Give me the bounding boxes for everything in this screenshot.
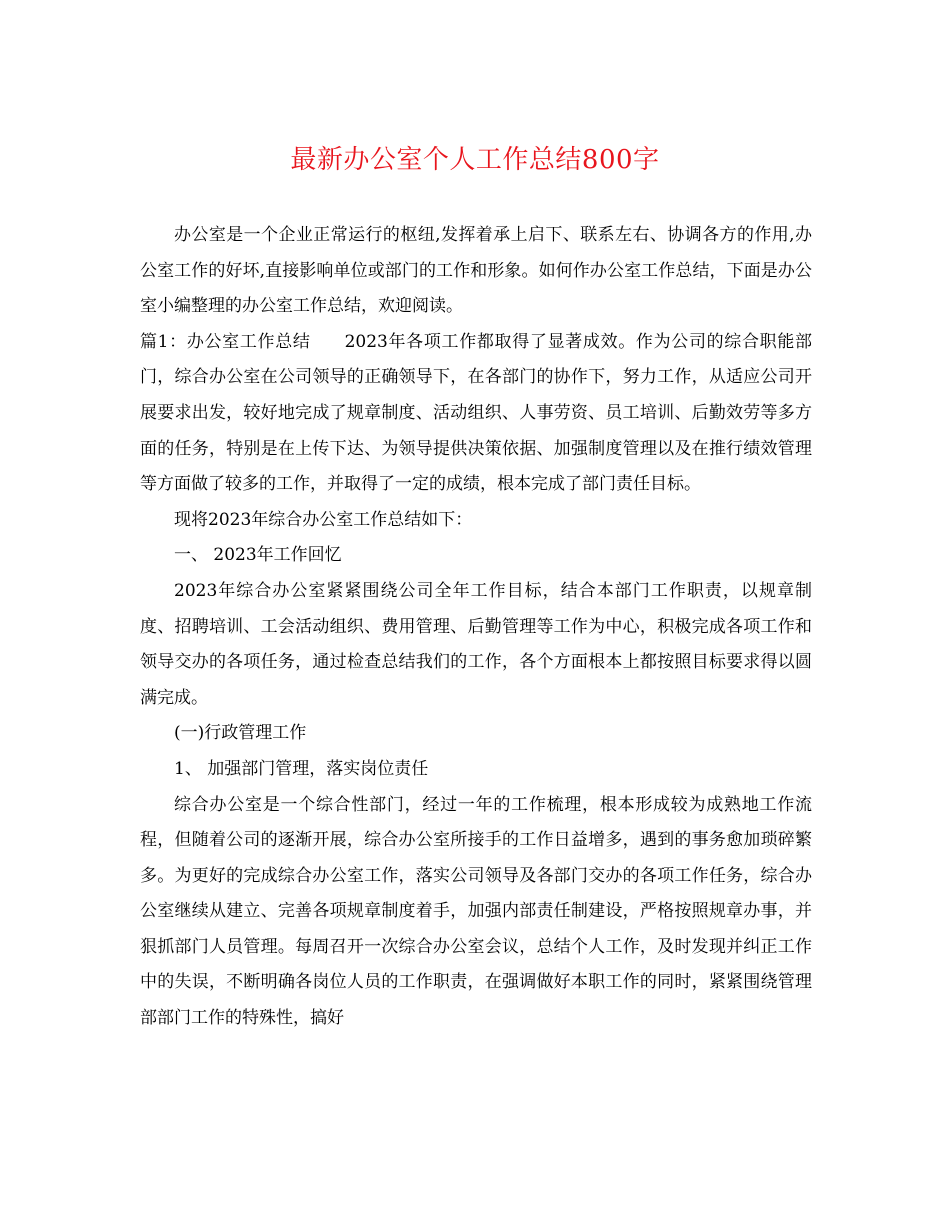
review-paragraph: 2023年综合办公室紧紧围绕公司全年工作目标，结合本部门工作职责，以规章制度、招聘培训、工会活动组织、费用管理、后勤管理等工作为中心，积极完成各项工作和领导交办的各项任务，通过检查总结我们的工作，各个方面根本上都按照目标要求得以圆满完成。 [140, 580, 812, 708]
dept-management-paragraph: 综合办公室是一个综合性部门，经过一年的工作梳理，根本形成较为成熟地工作流程，但随着公司的逐渐开展，综合办公室所接手的工作日益增多，遇到的事务愈加琐碎繁多。为更好的完成综合办公室工作，落实公司领导及各部门交办的各项工作任务，综合办公室继续从建立、完善各项规章制度着手，加强内部责任制建设，严格按照规章办事，并狠抓部门人员管理。每周召开一次综合办公室会议，总结个人工作，及时发现并纠正工作中的失误，不断明确各岗位人员的工作职责，在强调做好本职工作的同时，紧紧围绕管理部部门工作的特殊性，搞好 [140, 794, 812, 1029]
section-text: 2023年各项工作都取得了显著成效。作为公司的综合职能部门，综合办公室在公司领导的正确领导下，在各部门的协作下，努力工作，从适应公司开展要求出发，较好地完成了规章制度、活动组织、人事劳资、员工培训、后勤效劳等多方面的任务，特别是在上传下达、为领导提供决策依据、加强制度管理以及在推行绩效管理等方面做了较多的工作，并取得了一定的成绩，根本完成了部门责任目标。 [140, 331, 812, 495]
heading-review: 一、 2023年工作回忆 [174, 545, 342, 566]
summary-intro: 现将2023年综合办公室工作总结如下： [174, 509, 473, 530]
intro-paragraph: 办公室是一个企业正常运行的枢纽,发挥着承上启下、联系左右、协调各方的作用,办公室工作的好坏,直接影响单位或部门的工作和形象。如何作办公室工作总结，下面是办公室小编整理的办公室工作总结，欢迎阅读。 [140, 225, 812, 317]
heading-admin: (一)行政管理工作 [174, 723, 307, 744]
document-body [140, 218, 812, 1037]
section-paragraph [140, 325, 812, 503]
document-title: 最新办公室个人工作总结800字 [290, 145, 660, 175]
heading-dept-management: 1、 加强部门管理，落实岗位责任 [174, 758, 429, 779]
section-label: 篇1：办公室工作总结 [140, 331, 311, 352]
